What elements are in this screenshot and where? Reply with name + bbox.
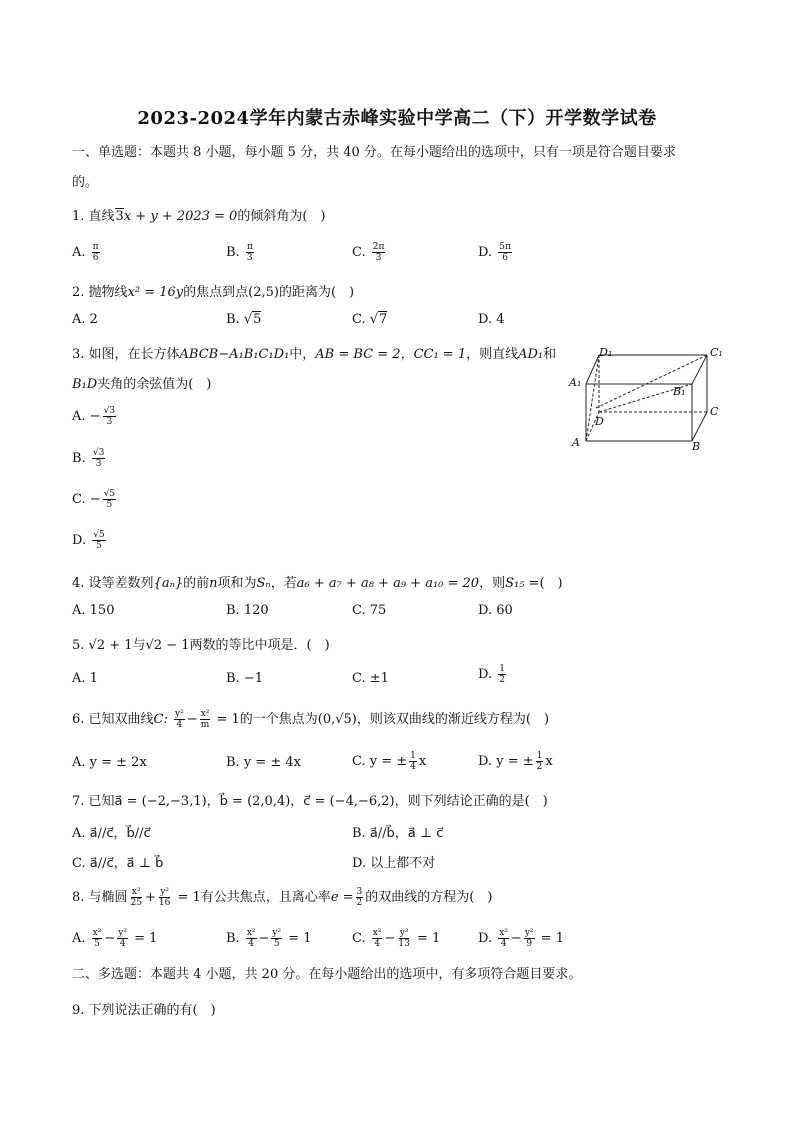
frac-den: 25 bbox=[130, 898, 142, 908]
opt-label: D. bbox=[478, 245, 493, 260]
frac-num: y² bbox=[160, 887, 169, 897]
q6-eq: = 1 bbox=[212, 712, 240, 727]
frac-den: 9 bbox=[526, 939, 533, 949]
q8-option-c bbox=[352, 928, 440, 949]
q5-pre: 5. bbox=[72, 638, 85, 653]
label-D: D bbox=[595, 415, 604, 428]
q5-option-d bbox=[478, 664, 508, 685]
sign: − bbox=[89, 492, 101, 507]
q1-option-c bbox=[352, 242, 387, 263]
frac-num: 1 bbox=[410, 751, 416, 761]
frac-num: x² bbox=[246, 928, 256, 938]
frac bbox=[92, 928, 103, 949]
q7-option-b: B. a⃗//b⃗，a⃗ ⊥ c⃗ bbox=[352, 826, 444, 841]
q2-option-c: C. √7 bbox=[352, 312, 388, 327]
q6-c: C: bbox=[153, 712, 168, 727]
q8-eq: = 1 bbox=[173, 890, 201, 905]
frac-num: x² bbox=[499, 928, 508, 938]
frac-den: 6 bbox=[502, 253, 508, 263]
q1-option-b bbox=[226, 242, 256, 263]
frac bbox=[524, 928, 535, 949]
q1-pre: 1. 直线 bbox=[72, 209, 115, 224]
frac-num: x² bbox=[92, 928, 102, 938]
frac-den: 3 bbox=[106, 417, 113, 427]
q2-post: 的距离为( ) bbox=[278, 285, 355, 300]
eq: = 1 bbox=[284, 931, 312, 946]
frac-num: 3 bbox=[356, 887, 363, 897]
frac-num: 1 bbox=[536, 751, 543, 761]
q3-post: 夹角的余弦值为( ) bbox=[97, 377, 212, 392]
frac-num: 2π bbox=[372, 242, 385, 252]
frac bbox=[92, 242, 100, 263]
frac-den: 3 bbox=[246, 253, 253, 263]
frac-num: √3 bbox=[103, 406, 116, 416]
frac-num: x² bbox=[372, 928, 382, 938]
segment-AD1 bbox=[586, 355, 599, 441]
section-multi-heading: 二、多选题：本题共 4 小题，共 20 分。在每小题给出的选项中，有多项符合题目要求。 bbox=[72, 967, 582, 982]
minus: − bbox=[258, 931, 270, 946]
q8-mid: 有公共焦点，且离心率 bbox=[200, 890, 331, 905]
q4-mid2: 项和为 bbox=[217, 576, 257, 591]
frac-num: √5 bbox=[103, 489, 116, 499]
q8-option-a bbox=[72, 928, 157, 949]
q2-pre: 2. 抛物线 bbox=[72, 285, 128, 300]
frac-num: y² bbox=[272, 928, 282, 938]
q4-s15: S₁₅ = bbox=[505, 576, 540, 591]
eq: = 1 bbox=[412, 931, 441, 946]
section-single-cont: 的。 bbox=[72, 175, 99, 190]
opt-label: C. bbox=[352, 245, 366, 260]
q5-mid: 与 bbox=[132, 638, 146, 653]
opt-label: B. bbox=[226, 931, 240, 946]
q4-pre: 4. 设等差数列 bbox=[72, 576, 154, 591]
q6-option-c bbox=[352, 751, 426, 772]
frac bbox=[397, 928, 410, 949]
q4-option-c: C. 75 bbox=[352, 603, 387, 618]
opt-label: B. bbox=[72, 451, 86, 466]
frac-den: 4 bbox=[248, 939, 255, 949]
q5-option-b: B. −1 bbox=[226, 671, 263, 686]
question-9: 9. 下列说法正确的有( ) bbox=[72, 1003, 216, 1018]
frac-den: 2 bbox=[499, 675, 505, 685]
question-1 bbox=[72, 205, 326, 224]
frac bbox=[92, 448, 105, 469]
opt-pre: C. y = ± bbox=[352, 754, 408, 769]
q3-mid2: ，则直线 bbox=[466, 347, 519, 362]
frac-den: 4 bbox=[500, 939, 507, 949]
frac bbox=[200, 709, 211, 730]
frac-num: x² bbox=[131, 887, 141, 897]
frac bbox=[246, 928, 257, 949]
question-2 bbox=[72, 281, 354, 300]
q3-and: 和 bbox=[543, 347, 557, 362]
question-4 bbox=[72, 572, 563, 591]
q5-post: 两数的等比中项是．( ) bbox=[189, 638, 330, 653]
frac-num: π bbox=[92, 242, 99, 252]
frac-den: 4 bbox=[374, 939, 380, 949]
q8-option-b bbox=[226, 928, 312, 949]
frac-den: 5 bbox=[94, 939, 100, 949]
frac bbox=[498, 928, 509, 949]
frac bbox=[271, 928, 282, 949]
frac-den: 5 bbox=[106, 500, 113, 510]
frac bbox=[536, 751, 544, 772]
q3-cond: AB = BC = 2，CC₁ = 1 bbox=[315, 347, 467, 362]
q7-option-a: A. a⃗//c⃗，b⃗//c⃗ bbox=[72, 826, 151, 841]
frac-den: 3 bbox=[95, 459, 102, 469]
opt-label: B. bbox=[226, 245, 240, 260]
q2-option-b: B. √5 bbox=[226, 312, 262, 327]
opt-label: A. bbox=[72, 245, 86, 260]
opt-post: x bbox=[545, 754, 553, 769]
edge-B1C1 bbox=[692, 355, 707, 384]
q6-post: ，则该双曲线的渐近线方程为( ) bbox=[356, 712, 550, 727]
opt-post: x bbox=[418, 754, 427, 769]
q2-eq: x² = 16y bbox=[127, 285, 184, 300]
sqrt-val: 5 bbox=[253, 312, 262, 327]
q6-point: (0,√5) bbox=[317, 712, 357, 727]
q3-seg: B₁D bbox=[72, 377, 98, 392]
q4-mid3: ，若 bbox=[270, 576, 297, 591]
question-3-line2 bbox=[72, 373, 211, 392]
q6-option-d bbox=[478, 751, 553, 772]
frac-den: 2 bbox=[536, 762, 543, 772]
opt-label: C. bbox=[352, 312, 366, 327]
frac-den: m bbox=[200, 720, 210, 730]
exam-title: 2023-2024学年内蒙古赤峰实验中学高二（下）开学数学试卷 bbox=[137, 108, 657, 129]
q4-post: ( ) bbox=[539, 576, 563, 591]
cuboid-figure bbox=[566, 344, 726, 454]
frac-num: 5π bbox=[499, 242, 511, 252]
eq: = 1 bbox=[536, 931, 564, 946]
frac-den: 6 bbox=[92, 253, 99, 263]
q8-pre: 8. 与椭圆 bbox=[72, 890, 128, 905]
q5-b: √2 − 1 bbox=[145, 638, 190, 653]
eq: = 1 bbox=[129, 931, 158, 946]
q3-mid1: 中， bbox=[289, 347, 316, 362]
q3-line: AD₁ bbox=[518, 347, 544, 362]
opt-label: C. bbox=[72, 492, 86, 507]
frac-den: 4 bbox=[119, 939, 126, 949]
frac bbox=[117, 928, 128, 949]
frac-den: 5 bbox=[96, 541, 102, 551]
frac-num: x² bbox=[200, 709, 210, 719]
frac bbox=[92, 530, 105, 551]
frac bbox=[498, 664, 506, 685]
plus: + bbox=[145, 890, 156, 905]
frac bbox=[103, 489, 116, 510]
q5-option-a: A. 1 bbox=[72, 671, 98, 686]
q3-pre: 3. 如图，在长方体 bbox=[72, 347, 180, 362]
q4-option-d: D. 60 bbox=[478, 603, 513, 618]
minus: − bbox=[384, 931, 396, 946]
q4-mid: 的前 bbox=[183, 576, 210, 591]
q6-option-a: A. y = ± 2x bbox=[72, 755, 147, 770]
q6-pre: 6. 已知双曲线 bbox=[72, 712, 154, 727]
frac-num: y² bbox=[175, 709, 184, 719]
label-A: A bbox=[572, 436, 580, 449]
q4-mid4: ，则 bbox=[479, 576, 506, 591]
q1-option-a bbox=[72, 242, 102, 263]
frac bbox=[372, 242, 386, 263]
question-3-line1 bbox=[72, 343, 556, 362]
minus: − bbox=[104, 931, 116, 946]
q4-option-a: A. 150 bbox=[72, 603, 115, 618]
frac bbox=[130, 887, 143, 908]
frac-den: 16 bbox=[158, 898, 171, 908]
q8-option-d bbox=[478, 928, 564, 949]
q3-option-a bbox=[72, 406, 118, 427]
frac-num: y² bbox=[524, 928, 534, 938]
opt-label: D. bbox=[478, 667, 493, 682]
q5-a: √2 + 1 bbox=[88, 638, 133, 653]
frac-den: 5 bbox=[273, 939, 280, 949]
q2-option-a: A. 2 bbox=[72, 312, 98, 327]
question-6 bbox=[72, 708, 549, 730]
frac-den: 4 bbox=[410, 762, 416, 772]
frac bbox=[498, 242, 512, 263]
frac bbox=[372, 928, 383, 949]
section-single-heading bbox=[72, 138, 732, 198]
q6-mid: 的一个焦点为 bbox=[239, 712, 318, 727]
frac-num: √5 bbox=[93, 530, 105, 540]
opt-label: A. bbox=[72, 409, 86, 424]
opt-label: B. bbox=[226, 312, 240, 327]
q1-eq: x + y + 2023 = 0 bbox=[123, 209, 238, 224]
q6-option-b: B. y = ± 4x bbox=[226, 755, 301, 770]
frac-den: 3 bbox=[375, 253, 382, 263]
q4-option-b: B. 120 bbox=[226, 603, 269, 618]
q2-point: (2,5) bbox=[248, 285, 279, 300]
q4-seq: {aₙ} bbox=[153, 576, 184, 591]
section-single-text: 一、单选题：本题共 8 小题，每小题 5 分，共 40 分。在每小题给出的选项中，只有一项是符合题目要求 bbox=[72, 145, 676, 160]
sign: − bbox=[89, 409, 101, 424]
q4-eq: a₆ + a₇ + a₈ + a₉ + a₁₀ = 20 bbox=[296, 576, 480, 591]
q4-sn: Sₙ bbox=[256, 576, 271, 591]
q2-option-d: D. 4 bbox=[478, 312, 505, 327]
frac bbox=[246, 242, 254, 263]
frac bbox=[409, 751, 417, 772]
q8-e: e = bbox=[330, 890, 354, 905]
opt-label: D. bbox=[72, 533, 87, 548]
opt-label: C. bbox=[352, 931, 366, 946]
opt-label: D. bbox=[478, 931, 493, 946]
frac-num: π bbox=[246, 242, 253, 252]
q3-option-b bbox=[72, 448, 107, 469]
q7-option-c: C. a⃗//c⃗，a⃗ ⊥ b⃗ bbox=[72, 856, 164, 871]
label-B: B bbox=[692, 440, 701, 453]
q1-post: 的倾斜角为( ) bbox=[237, 209, 326, 224]
edge-CB bbox=[692, 412, 707, 441]
opt-pre: D. y = ± bbox=[478, 754, 534, 769]
question-5 bbox=[72, 634, 330, 653]
minus: − bbox=[510, 931, 522, 946]
q3-body: ABCB−A₁B₁C₁D₁ bbox=[179, 347, 290, 362]
frac bbox=[158, 887, 171, 908]
q8-post: 的双曲线的方程为( ) bbox=[365, 890, 493, 905]
opt-label: A. bbox=[72, 931, 86, 946]
frac-den: 13 bbox=[398, 939, 410, 949]
q1-option-d bbox=[478, 242, 514, 263]
question-8 bbox=[72, 886, 492, 908]
question-7: 7. 已知a⃗ = (−2,−3,1)，b⃗ = (2,0,4)，c⃗ = (−4,−6,2)，则下列结论正确的是( ) bbox=[72, 794, 548, 809]
label-D1: D₁ bbox=[599, 346, 613, 359]
minus: − bbox=[186, 712, 198, 727]
label-C: C bbox=[710, 405, 719, 418]
frac-num: y² bbox=[118, 928, 127, 938]
q3-option-d bbox=[72, 530, 108, 551]
frac bbox=[103, 406, 116, 427]
q4-n: n bbox=[209, 576, 218, 591]
segment-diag bbox=[596, 355, 707, 408]
frac-num: y² bbox=[399, 928, 409, 938]
sqrt-val: 7 bbox=[379, 312, 388, 327]
frac-num: 1 bbox=[499, 664, 505, 674]
q3-option-c bbox=[72, 489, 118, 510]
label-B1: B₁ bbox=[673, 385, 686, 398]
frac bbox=[174, 709, 185, 730]
q5-option-c: C. ±1 bbox=[352, 671, 389, 686]
label-A1: A₁ bbox=[569, 376, 582, 389]
label-C1: C₁ bbox=[710, 346, 723, 359]
q2-mid: 的焦点到点 bbox=[183, 285, 249, 300]
frac-den: 2 bbox=[356, 898, 363, 908]
frac bbox=[356, 887, 364, 908]
q7-option-d: D. 以上都不对 bbox=[352, 856, 436, 871]
sqrt-3: 3 bbox=[115, 209, 124, 224]
frac-den: 4 bbox=[176, 720, 183, 730]
frac-num: √3 bbox=[92, 448, 105, 458]
